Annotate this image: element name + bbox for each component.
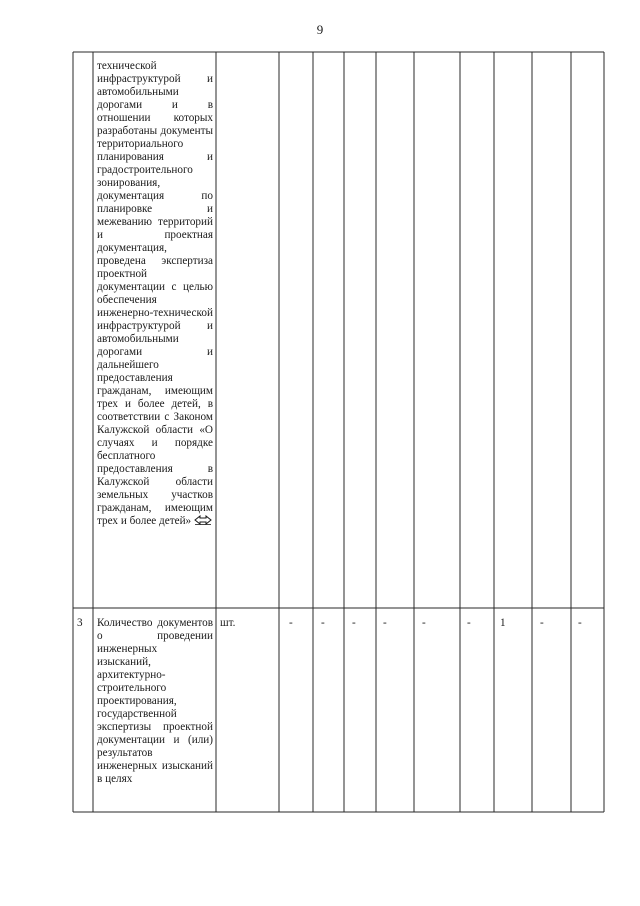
row-description: технической инфраструктурой и автомобильными дорогами и в отношении которых разработаны документы территориального планирования и градостроительного зонирования, документация по планировке и межеванию территорий и проектная документация, проведена экспертиза проектной документации с целью обеспечения инженерно-технической инфраструктурой и автомобильными дорогами и дальнейшего предоставления гражданам, имеющим трех и более детей, в соответствии с Законом Калужской области «О случаях и порядке бесплатного предоставления в Калужской области земельных участков гражданам, имеющим трех и более детей» <box>97 60 213 527</box>
value-cell: - <box>467 617 471 629</box>
link-icon[interactable] <box>194 515 212 527</box>
value-cell: - <box>383 617 387 629</box>
value-cell: - <box>422 617 426 629</box>
row-description: Количество документов о проведении инженерных изысканий, архитектурно-строительного проектирования, государственной экспертизы проектной документации и (или) результатов инженерных изысканий в целях <box>97 617 213 785</box>
row-unit: шт. <box>220 617 236 629</box>
value-cell: - <box>540 617 544 629</box>
value-cell: - <box>289 617 293 629</box>
row-number: 3 <box>77 617 83 629</box>
value-cell: 1 <box>500 617 506 629</box>
page-number: 9 <box>316 22 324 37</box>
value-cell: - <box>352 617 356 629</box>
value-cell: - <box>578 617 582 629</box>
value-cell: - <box>321 617 325 629</box>
